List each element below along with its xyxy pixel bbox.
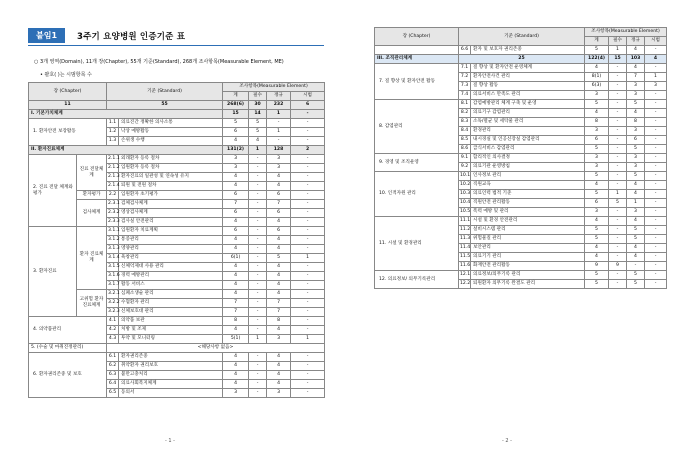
table-row: 2.1.3 환자진료의 일관성 및 연속성 유지 4 - 4 - xyxy=(29,173,325,182)
table-row: 11.4 보안관리 4 - 4 - xyxy=(375,244,667,253)
table-row: 6.2 취약환자 권리보호 4 - 4 - xyxy=(29,362,325,371)
standards-table-1 xyxy=(28,82,325,398)
attachment-tag: 붙임1 xyxy=(28,28,65,43)
table-row: 10.3 의료인력 법적 기준 5 1 4 - xyxy=(375,190,667,199)
table-row: 3.2.2 수혈환자 관리 7 - 7 - xyxy=(29,299,325,308)
header-divider xyxy=(28,45,324,46)
domain-row: II. 환자진료체계 131(2) 1 128 2 xyxy=(29,146,325,155)
table-row: 12. 의료정보/ 의무기록관리 12.1 의료정보/의무기록 관리 5 - 5 - xyxy=(375,271,667,280)
table-row: 8.2 의료기구 감염관리 4 - 4 - xyxy=(375,109,667,118)
table-row: 8.3 소독/멸균 및 세탁물 관리 8 - 8 - xyxy=(375,118,667,127)
col-total-2: 계 xyxy=(585,37,609,46)
col-required: 필수 xyxy=(249,92,267,101)
table-row: 3.1.3 영양관리 4 - 4 - xyxy=(29,245,325,254)
table-row: 2.1.2 입원환자 등록 절차 3 - 3 - xyxy=(29,164,325,173)
table-row: 6. 환자권리존중 및 보호 6.1 환자권리존중 4 - 4 - xyxy=(29,353,325,362)
col-regular-2: 정규 xyxy=(627,37,645,46)
table-row: 6.6 환자 및 보호자 권리존중 5 1 4 - xyxy=(375,46,667,55)
col-pilot: 시범 xyxy=(291,92,325,101)
standards-table-2 xyxy=(374,27,667,289)
table-row: 11.6 화재안전 관리활동 9 9 - - xyxy=(375,262,667,271)
table-row: 3.1.5 신체억제대 사용 관리 4 - 4 - xyxy=(29,263,325,272)
chapter-row-na: 5. (수술 및 마취진정관리) <해당사항 없음> xyxy=(29,344,325,353)
table-row: 1.2 낙상 예방활동 6 5 1 - xyxy=(29,128,325,137)
col-regular: 정규 xyxy=(267,92,291,101)
table-row: 7.3 질 향상 활동 6(3) - 3 3 xyxy=(375,82,667,91)
table-row: 2.3.3 검사실 안전관리 4 - 4 - xyxy=(29,218,325,227)
table-row: 11.2 설비시스템 관리 5 - 5 - xyxy=(375,226,667,235)
table-row: 1. 환자안전 보장활동 1.1 의료진간 정확한 의사소통 5 5 - - xyxy=(29,119,325,128)
table-row: 2. 진료 전달 체계와 평가 진료 전달체계 2.1.1 외래환자 등록 절차 3 - 3 - xyxy=(29,155,325,164)
table-row: 6.4 의료사회복지체계 4 - 4 - xyxy=(29,380,325,389)
table-row: 10. 인적자원 관리 10.1 인사정보 관리 5 - 5 - xyxy=(375,172,667,181)
table-row: 7. 질 향상 및 환자안전 활동 7.1 질 향상 및 환자안전 운영체계 4 - 4 - xyxy=(375,64,667,73)
total-row: 11 55 268(6) 30 232 6 xyxy=(29,101,325,110)
col-pilot-2: 시범 xyxy=(645,37,667,46)
table-row: 11. 시설 및 환경관리 11.1 시설 및 환경 안전관리 4 - 4 - xyxy=(375,217,667,226)
col-me: 조사항목(Measurable Element) xyxy=(223,83,325,92)
table-row: 3.1.6 경력 예방관리 4 - 4 - xyxy=(29,272,325,281)
col-me-2: 조사항목(Measurable Element) xyxy=(585,28,667,37)
table-row: 4.2 처방 및 조제 4 - 4 - xyxy=(29,326,325,335)
table-row: 1.3 손위생 수행 4 4 - - xyxy=(29,137,325,146)
table-row: 7.4 의료서비스 만족도 관리 3 - 3 - xyxy=(375,91,667,100)
col-standard: 기준 (Standard) xyxy=(107,83,223,101)
table-row: 3.1.2 통증관리 4 - 4 - xyxy=(29,236,325,245)
page-number-2: - 2 - xyxy=(502,438,512,444)
table-row: 9. 경영 및 조직운영 9.1 합리적인 의사결정 3 - 3 - xyxy=(375,154,667,163)
table-row: 6.5 동의서 3 - 3 - xyxy=(29,389,325,398)
summary-note: ○ 3개 영역(Domain), 11개 장(Chapter), 55개 기준(Standard), 268개 조사항목(Measurable Element, ME) xyxy=(34,59,284,65)
table-row: 12.2 퇴원환자 의무기록 완결도 관리 5 - 5 - xyxy=(375,280,667,289)
col-standard-2: 기준 (Standard) xyxy=(459,28,585,46)
table-row: 8.5 내시경실 및 인공신장실 감염관리 6 - 6 - xyxy=(375,136,667,145)
table-row: 검사체계 2.3.1 검체검사체계 7 - 7 - xyxy=(29,200,325,209)
table-row: 10.4 직원안전 관리활동 6 5 1 - xyxy=(375,199,667,208)
table-row: 3.1.4 욕창관리 6(1) - 5 1 xyxy=(29,254,325,263)
table-row: 8.4 환경관리 3 - 3 - xyxy=(375,127,667,136)
table-row: 3.2.3 신체보호대 관리 7 - 7 - xyxy=(29,308,325,317)
table-row: 4. 의약품관리 4.1 의약품 보관 8 - 8 - xyxy=(29,317,325,326)
table-row: 11.5 의료기기 관리 4 - 4 - xyxy=(375,253,667,262)
col-required-2: 필수 xyxy=(609,37,627,46)
table-row: 3. 환자진료 환자 진료체계 3.1.1 입원환자 치료계획 6 - 6 - xyxy=(29,227,325,236)
table-row: 3.1.7 활동 서비스 4 - 4 - xyxy=(29,281,325,290)
domain-row: III. 조직관리체계 25 122(4) 15 103 4 xyxy=(375,55,667,64)
col-chapter: 장 (Chapter) xyxy=(29,83,107,101)
table-row: 11.3 위험물질 관리 5 - 5 - xyxy=(375,235,667,244)
table-row: 환자평가 2.2 입원환자 초기평가 6 - 6 - xyxy=(29,191,325,200)
table-row: 2.3.2 영상검사체계 6 - 6 - xyxy=(29,209,325,218)
page-title: 3주기 요양병원 인증기준 표 xyxy=(77,31,186,42)
table-row: 9.2 의료기관 운영방침 3 - 3 - xyxy=(375,163,667,172)
table-row: 고위험 환자 진료체계 3.2.1 심폐소생술 관리 4 - 4 - xyxy=(29,290,325,299)
table-row: 10.2 직원교육 4 - 4 - xyxy=(375,181,667,190)
col-total: 계 xyxy=(223,92,249,101)
domain-row: I. 기본가치체계 15 14 1 - xyxy=(29,110,325,119)
table-row: 7.2 환자안전사건 관리 8(1) - 7 1 xyxy=(375,73,667,82)
table-row: 8. 감염관리 8.1 감염예방관리 체계 구축 및 운영 5 - 5 - xyxy=(375,100,667,109)
table-row: 6.3 불만고충처리 4 - 4 - xyxy=(29,371,325,380)
col-chapter-2: 장 (Chapter) xyxy=(375,28,459,46)
table-row: 4.3 투약 및 모니터링 5(1) 1 3 1 xyxy=(29,335,325,344)
table-row: 2.1.4 퇴원 및 전원 절차 4 - 4 - xyxy=(29,182,325,191)
page-header xyxy=(28,28,185,43)
table-row: 10.5 폭력 예방 및 관리 3 - 3 - xyxy=(375,208,667,217)
pilot-note: • 괄호( )는 시범항목 수 xyxy=(40,72,92,78)
table-2-body xyxy=(375,46,667,289)
table-row: 8.6 급식서비스 감염관리 5 - 5 - xyxy=(375,145,667,154)
table-1-body xyxy=(29,101,325,398)
page-number-1: - 1 - xyxy=(165,438,175,444)
